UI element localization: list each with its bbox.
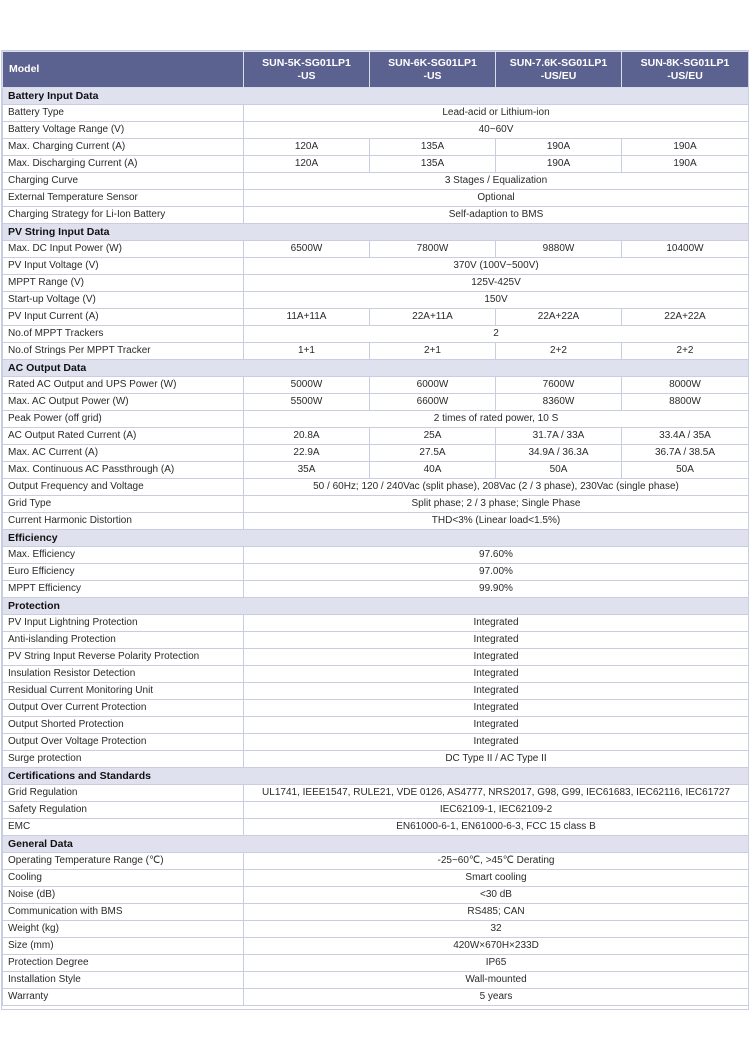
table-row <box>3 751 749 768</box>
row-value: Integrated <box>244 649 749 666</box>
row-value: 7800W <box>370 241 496 258</box>
row-label: Output Shorted Protection <box>3 717 244 734</box>
table-row <box>3 411 749 428</box>
row-label: Euro Efficiency <box>3 564 244 581</box>
row-value: 190A <box>496 156 622 173</box>
spec-table <box>2 51 749 1006</box>
table-row <box>3 309 749 326</box>
row-label: Protection Degree <box>3 955 244 972</box>
row-label: Rated AC Output and UPS Power (W) <box>3 377 244 394</box>
row-value: 125V-425V <box>244 275 749 292</box>
row-label: Peak Power (off grid) <box>3 411 244 428</box>
table-row <box>3 683 749 700</box>
row-value: 9880W <box>496 241 622 258</box>
row-value: 50A <box>622 462 749 479</box>
row-value: 2+2 <box>622 343 749 360</box>
table-row <box>3 513 749 530</box>
row-value: EN61000-6-1, EN61000-6-3, FCC 15 class B <box>244 819 749 836</box>
row-value: 99.90% <box>244 581 749 598</box>
row-value: Integrated <box>244 700 749 717</box>
section-header <box>3 88 749 105</box>
table-row <box>3 734 749 751</box>
row-value: Smart cooling <box>244 870 749 887</box>
table-row <box>3 122 749 139</box>
table-row <box>3 853 749 870</box>
row-value: 5 years <box>244 989 749 1006</box>
row-value: 40~60V <box>244 122 749 139</box>
table-row <box>3 377 749 394</box>
table-row <box>3 564 749 581</box>
row-value: 8800W <box>622 394 749 411</box>
row-label: Anti-islanding Protection <box>3 632 244 649</box>
row-value: 120A <box>244 139 370 156</box>
row-label: Safety Regulation <box>3 802 244 819</box>
row-label: Start-up Voltage (V) <box>3 292 244 309</box>
row-value: 22.9A <box>244 445 370 462</box>
table-row <box>3 921 749 938</box>
row-label: Operating Temperature Range (℃) <box>3 853 244 870</box>
row-label: Cooling <box>3 870 244 887</box>
table-row <box>3 717 749 734</box>
row-value: 97.00% <box>244 564 749 581</box>
model-col-4: SUN-8K-SG01LP1 -US/EU <box>622 52 749 88</box>
row-value: 370V (100V~500V) <box>244 258 749 275</box>
table-row <box>3 955 749 972</box>
table-row <box>3 972 749 989</box>
row-value: 11A+11A <box>244 309 370 326</box>
row-value: Split phase; 2 / 3 phase; Single Phase <box>244 496 749 513</box>
row-value: 150V <box>244 292 749 309</box>
row-label: Output Over Voltage Protection <box>3 734 244 751</box>
row-value: RS485; CAN <box>244 904 749 921</box>
row-value: 190A <box>622 156 749 173</box>
table-row <box>3 904 749 921</box>
row-value: 135A <box>370 156 496 173</box>
row-label: Max. Continuous AC Passthrough (A) <box>3 462 244 479</box>
table-row <box>3 887 749 904</box>
row-value: 97.60% <box>244 547 749 564</box>
table-row <box>3 666 749 683</box>
row-value: Integrated <box>244 632 749 649</box>
row-value: 6600W <box>370 394 496 411</box>
section-title: Certifications and Standards <box>3 768 749 785</box>
section-header <box>3 360 749 377</box>
row-value: 50 / 60Hz; 120 / 240Vac (split phase), 208Vac (2 / 3 phase), 230Vac (single phase) <box>244 479 749 496</box>
row-label: Charging Curve <box>3 173 244 190</box>
row-label: Grid Type <box>3 496 244 513</box>
row-value: UL1741, IEEE1547, RULE21, VDE 0126, AS4777, NRS2017, G98, G99, IEC61683, IEC62116, IEC61727 <box>244 785 749 802</box>
row-value: 22A+22A <box>622 309 749 326</box>
row-label: Communication with BMS <box>3 904 244 921</box>
row-value: 2+2 <box>496 343 622 360</box>
row-label: AC Output Rated Current (A) <box>3 428 244 445</box>
row-label: MPPT Range (V) <box>3 275 244 292</box>
table-row <box>3 292 749 309</box>
section-header <box>3 836 749 853</box>
section-title: Protection <box>3 598 749 615</box>
table-row <box>3 819 749 836</box>
row-value: 10400W <box>622 241 749 258</box>
row-value: Lead-acid or Lithium-ion <box>244 105 749 122</box>
table-row <box>3 343 749 360</box>
table-row <box>3 547 749 564</box>
table-row <box>3 615 749 632</box>
row-value: 3 Stages / Equalization <box>244 173 749 190</box>
row-label: Weight (kg) <box>3 921 244 938</box>
table-row <box>3 428 749 445</box>
row-value: 40A <box>370 462 496 479</box>
row-value: Integrated <box>244 717 749 734</box>
row-value: Integrated <box>244 683 749 700</box>
row-value: 420W×670H×233D <box>244 938 749 955</box>
row-value: 2 <box>244 326 749 343</box>
row-value: 8000W <box>622 377 749 394</box>
row-label: Insulation Resistor Detection <box>3 666 244 683</box>
row-value: 7600W <box>496 377 622 394</box>
table-row <box>3 989 749 1006</box>
row-value: <30 dB <box>244 887 749 904</box>
table-row <box>3 241 749 258</box>
row-value: 31.7A / 33A <box>496 428 622 445</box>
table-row <box>3 190 749 207</box>
row-label: Grid Regulation <box>3 785 244 802</box>
table-row <box>3 394 749 411</box>
model-header: Model <box>3 52 244 88</box>
model-col-1: SUN-5K-SG01LP1 -US <box>244 52 370 88</box>
row-value: 36.7A / 38.5A <box>622 445 749 462</box>
table-row <box>3 462 749 479</box>
row-label: Max. DC Input Power (W) <box>3 241 244 258</box>
row-label: Installation Style <box>3 972 244 989</box>
row-value: THD<3% (Linear load<1.5%) <box>244 513 749 530</box>
section-title: AC Output Data <box>3 360 749 377</box>
row-value: Optional <box>244 190 749 207</box>
row-value: 190A <box>622 139 749 156</box>
header-row <box>3 52 749 88</box>
row-value: 33.4A / 35A <box>622 428 749 445</box>
row-label: Output Over Current Protection <box>3 700 244 717</box>
table-row <box>3 326 749 343</box>
row-value: 5500W <box>244 394 370 411</box>
row-value: 25A <box>370 428 496 445</box>
row-label: PV Input Current (A) <box>3 309 244 326</box>
row-value: 27.5A <box>370 445 496 462</box>
row-label: Noise (dB) <box>3 887 244 904</box>
row-value: DC Type II / AC Type II <box>244 751 749 768</box>
row-value: 35A <box>244 462 370 479</box>
row-label: Size (mm) <box>3 938 244 955</box>
row-value: -25~60℃, >45℃ Derating <box>244 853 749 870</box>
row-label: Charging Strategy for Li-Ion Battery <box>3 207 244 224</box>
row-value: 5000W <box>244 377 370 394</box>
row-label: External Temperature Sensor <box>3 190 244 207</box>
row-value: 190A <box>496 139 622 156</box>
row-value: Integrated <box>244 615 749 632</box>
row-label: Max. Efficiency <box>3 547 244 564</box>
row-value: Integrated <box>244 734 749 751</box>
row-value: 1+1 <box>244 343 370 360</box>
table-row <box>3 139 749 156</box>
table-row <box>3 445 749 462</box>
model-col-3: SUN-7.6K-SG01LP1 -US/EU <box>496 52 622 88</box>
row-label: Max. AC Current (A) <box>3 445 244 462</box>
row-label: Output Frequency and Voltage <box>3 479 244 496</box>
row-value: Integrated <box>244 666 749 683</box>
row-value: 32 <box>244 921 749 938</box>
row-value: Self-adaption to BMS <box>244 207 749 224</box>
row-label: Battery Type <box>3 105 244 122</box>
row-label: Current Harmonic Distortion <box>3 513 244 530</box>
row-value: 2+1 <box>370 343 496 360</box>
row-label: PV Input Lightning Protection <box>3 615 244 632</box>
table-row <box>3 581 749 598</box>
row-value: 2 times of rated power, 10 S <box>244 411 749 428</box>
model-col-2: SUN-6K-SG01LP1 -US <box>370 52 496 88</box>
row-label: PV Input Voltage (V) <box>3 258 244 275</box>
row-label: EMC <box>3 819 244 836</box>
row-value: 22A+11A <box>370 309 496 326</box>
row-label: Residual Current Monitoring Unit <box>3 683 244 700</box>
table-row <box>3 105 749 122</box>
row-label: Max. AC Output Power (W) <box>3 394 244 411</box>
row-label: Max. Discharging Current (A) <box>3 156 244 173</box>
row-value: 8360W <box>496 394 622 411</box>
row-label: Max. Charging Current (A) <box>3 139 244 156</box>
table-row <box>3 275 749 292</box>
row-value: Wall-mounted <box>244 972 749 989</box>
row-value: 34.9A / 36.3A <box>496 445 622 462</box>
section-header <box>3 768 749 785</box>
row-value: 6500W <box>244 241 370 258</box>
table-row <box>3 938 749 955</box>
row-label: Warranty <box>3 989 244 1006</box>
row-label: Battery Voltage Range (V) <box>3 122 244 139</box>
table-row <box>3 870 749 887</box>
table-row <box>3 479 749 496</box>
table-row <box>3 700 749 717</box>
table-row <box>3 632 749 649</box>
row-label: PV String Input Reverse Polarity Protection <box>3 649 244 666</box>
row-value: 22A+22A <box>496 309 622 326</box>
spec-body <box>3 88 749 1006</box>
row-value: 6000W <box>370 377 496 394</box>
table-row <box>3 785 749 802</box>
table-row <box>3 496 749 513</box>
row-label: Surge protection <box>3 751 244 768</box>
row-value: 20.8A <box>244 428 370 445</box>
section-title: General Data <box>3 836 749 853</box>
row-value: 50A <box>496 462 622 479</box>
table-row <box>3 207 749 224</box>
section-title: PV String Input Data <box>3 224 749 241</box>
row-value: IP65 <box>244 955 749 972</box>
section-header <box>3 598 749 615</box>
table-row <box>3 802 749 819</box>
row-label: No.of MPPT Trackers <box>3 326 244 343</box>
row-value: IEC62109-1, IEC62109-2 <box>244 802 749 819</box>
row-label: No.of Strings Per MPPT Tracker <box>3 343 244 360</box>
section-title: Efficiency <box>3 530 749 547</box>
row-value: 120A <box>244 156 370 173</box>
row-label: MPPT Efficiency <box>3 581 244 598</box>
table-row <box>3 258 749 275</box>
table-row <box>3 649 749 666</box>
section-header <box>3 530 749 547</box>
section-header <box>3 224 749 241</box>
table-row <box>3 173 749 190</box>
section-title: Battery Input Data <box>3 88 749 105</box>
table-row <box>3 156 749 173</box>
row-value: 135A <box>370 139 496 156</box>
